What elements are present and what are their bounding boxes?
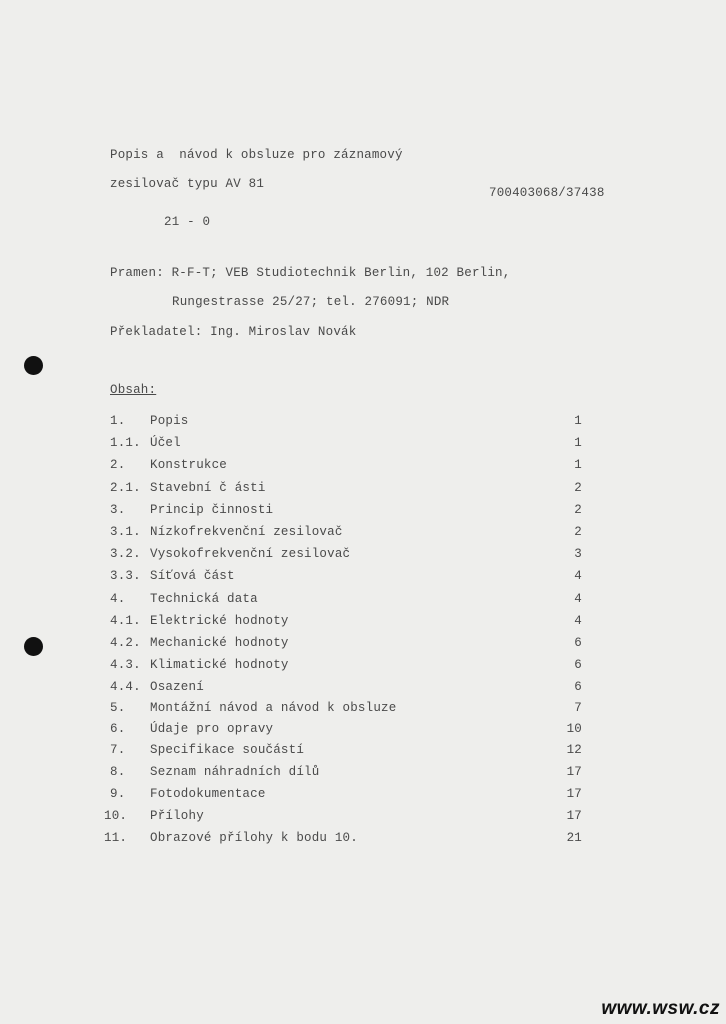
- toc-label: Síťová část: [150, 569, 235, 583]
- toc-number: 10.: [104, 809, 128, 823]
- toc-label: Údaje pro opravy: [150, 722, 274, 736]
- source-line-2: Rungestrasse 25/27; tel. 276091; NDR: [172, 295, 450, 309]
- toc-label: Vysokofrekvenční zesilovač: [150, 547, 351, 561]
- toc-number: 6.: [110, 722, 126, 736]
- toc-row: [0, 787, 726, 801]
- toc-row: [0, 503, 726, 517]
- toc-row: [0, 525, 726, 539]
- toc-page: 2: [574, 525, 582, 539]
- document-number: 700403068/37438: [489, 186, 605, 200]
- title-line-2: zesilovač typu AV 81: [110, 177, 265, 191]
- toc-number: 9.: [110, 787, 126, 801]
- title-line-1: Popis a návod k obsluze pro záznamový: [110, 148, 403, 162]
- document-code: 21 - 0: [164, 215, 211, 229]
- toc-row: [0, 414, 726, 428]
- toc-number: 4.1.: [110, 614, 141, 628]
- toc-page: 3: [574, 547, 582, 561]
- toc-page: 7: [574, 701, 582, 715]
- toc-label: Seznam náhradních dílů: [150, 765, 320, 779]
- toc-page: 1: [574, 458, 582, 472]
- toc-page: 2: [574, 481, 582, 495]
- toc-number: 11.: [104, 831, 128, 845]
- toc-label: Osazení: [150, 680, 204, 694]
- toc-label: Klimatické hodnoty: [150, 658, 289, 672]
- toc-row: [0, 809, 726, 823]
- watermark: www.wsw.cz: [601, 998, 720, 1019]
- toc-row: [0, 547, 726, 561]
- toc-number: 3.: [110, 503, 126, 517]
- toc-label: Mechanické hodnoty: [150, 636, 289, 650]
- toc-number: 4.3.: [110, 658, 141, 672]
- toc-row: [0, 831, 726, 845]
- toc-row: [0, 592, 726, 606]
- toc-page: 6: [574, 658, 582, 672]
- toc-label: Popis: [150, 414, 189, 428]
- toc-number: 1.: [110, 414, 126, 428]
- toc-number: 7.: [110, 743, 126, 757]
- toc-number: 4.4.: [110, 680, 141, 694]
- toc-number: 2.1.: [110, 481, 141, 495]
- toc-row: [0, 680, 726, 694]
- toc-heading: Obsah:: [110, 383, 157, 397]
- toc-page: 2: [574, 503, 582, 517]
- toc-row: [0, 481, 726, 495]
- toc-page: 17: [566, 765, 582, 779]
- toc-label: Fotodokumentace: [150, 787, 266, 801]
- toc-page: 17: [566, 809, 582, 823]
- toc-row: [0, 658, 726, 672]
- toc-number: 4.2.: [110, 636, 141, 650]
- toc-label: Montážní návod a návod k obsluze: [150, 701, 397, 715]
- toc-row: [0, 743, 726, 757]
- toc-label: Elektrické hodnoty: [150, 614, 289, 628]
- toc-label: Přílohy: [150, 809, 204, 823]
- toc-label: Technická data: [150, 592, 258, 606]
- toc-row: [0, 614, 726, 628]
- toc-number: 3.3.: [110, 569, 141, 583]
- toc-label: Konstrukce: [150, 458, 228, 472]
- toc-row: [0, 436, 726, 450]
- toc-page: 6: [574, 636, 582, 650]
- toc-number: 8.: [110, 765, 126, 779]
- punch-hole-top: [24, 356, 43, 375]
- toc-page: 4: [574, 614, 582, 628]
- toc-row: [0, 722, 726, 736]
- toc-page: 1: [574, 414, 582, 428]
- toc-label: Nízkofrekvenční zesilovač: [150, 525, 343, 539]
- toc-page: 21: [566, 831, 582, 845]
- toc-number: 1.1.: [110, 436, 141, 450]
- toc-label: Specifikace součástí: [150, 743, 305, 757]
- toc-number: 3.2.: [110, 547, 141, 561]
- toc-page: 10: [566, 722, 582, 736]
- toc-number: 3.1.: [110, 525, 141, 539]
- toc-row: [0, 569, 726, 583]
- toc-number: 4.: [110, 592, 126, 606]
- toc-page: 4: [574, 592, 582, 606]
- toc-number: 2.: [110, 458, 126, 472]
- toc-label: Stavební č ásti: [150, 481, 266, 495]
- toc-number: 5.: [110, 701, 126, 715]
- toc-row: [0, 458, 726, 472]
- toc-label: Obrazové přílohy k bodu 10.: [150, 831, 358, 845]
- toc-row: [0, 636, 726, 650]
- toc-label: Princip činnosti: [150, 503, 274, 517]
- source-line-1: Pramen: R-F-T; VEB Studiotechnik Berlin, 102 Berlin,: [110, 266, 511, 280]
- toc-row: [0, 701, 726, 715]
- toc-page: 1: [574, 436, 582, 450]
- toc-page: 17: [566, 787, 582, 801]
- toc-page: 6: [574, 680, 582, 694]
- toc-row: [0, 765, 726, 779]
- toc-page: 4: [574, 569, 582, 583]
- toc-label: Účel: [150, 436, 181, 450]
- translator-line: Překladatel: Ing. Miroslav Novák: [110, 325, 357, 339]
- toc-page: 12: [566, 743, 582, 757]
